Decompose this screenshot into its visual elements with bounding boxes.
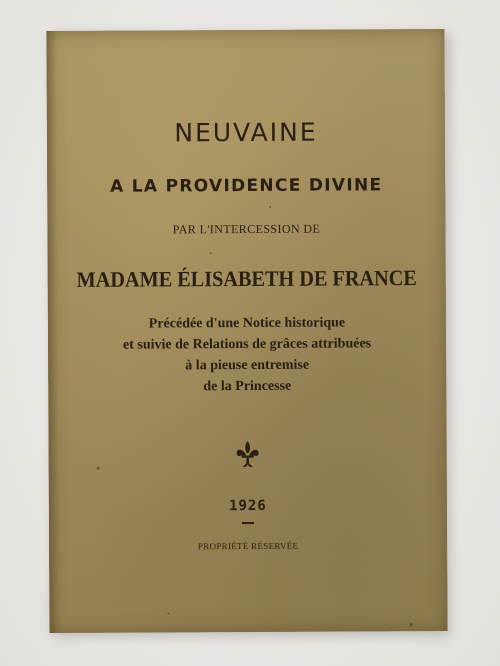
cover-speck xyxy=(269,206,271,208)
cover-description-line: de la Princesse xyxy=(203,378,292,395)
cover-description-line: à la pieuse entremise xyxy=(185,357,310,374)
cover-speck xyxy=(167,612,169,614)
year-dash-divider xyxy=(242,522,254,524)
cover-description-line: Précédée d'une Notice historique xyxy=(148,315,346,332)
book-cover xyxy=(46,29,447,633)
publication-year: 1926 xyxy=(229,497,267,515)
cover-intercession-line: PAR L'INTERCESSION DE xyxy=(172,221,321,237)
cover-title: NEUVAINE xyxy=(174,117,318,148)
cover-speck xyxy=(210,252,212,254)
fleur-de-lis-icon xyxy=(235,440,261,468)
cover-subtitle: A LA PROVIDENCE DIVINE xyxy=(110,175,383,197)
cover-speck xyxy=(97,467,100,470)
cover-description-line: et suivie de Relations de grâces attribuées xyxy=(122,336,372,353)
cover-person-name: MADAME ÉLISABETH DE FRANCE xyxy=(76,265,417,292)
cover-speck xyxy=(410,623,413,626)
rights-notice: PROPRIÉTÉ RÉSERVÉE xyxy=(197,540,299,552)
